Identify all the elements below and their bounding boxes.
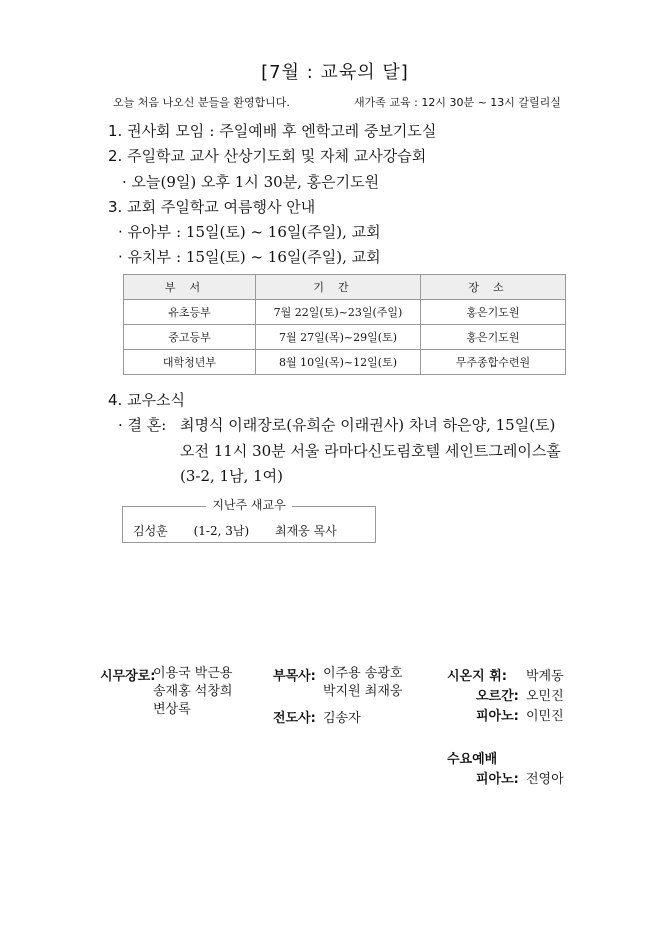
wednesday-service-label: 수요예배 <box>447 752 498 767</box>
deputy-pastor-list <box>323 665 402 701</box>
table-cell: 홍은기도원 <box>421 300 566 325</box>
new-member-row <box>133 522 359 539</box>
evangelist-label: 전도사: <box>273 711 316 726</box>
table-cell: 홍은기도원 <box>421 325 566 350</box>
table-header-row <box>124 275 566 300</box>
table-row <box>124 350 566 375</box>
section-1-text: : 주일예배 후 엔학고레 중보기도실 <box>209 122 437 140</box>
new-members-title: 지난주 새교우 <box>123 496 375 513</box>
organ-label: 오르간: <box>476 689 519 704</box>
elder-names: 이용국 박근용 <box>153 666 233 681</box>
list-item-label: · 유치부 <box>118 248 172 266</box>
wednesday-piano-name: 전영아 <box>526 772 564 787</box>
table-cell: 8월 10일(목)~12일(토) <box>256 350 421 375</box>
section-1-heading: 1. 권사회 모임 <box>108 122 205 140</box>
section-4-heading: 4. 교우소식 <box>108 391 186 409</box>
column-header: 부서 <box>124 275 256 300</box>
piano-label: 피아노: <box>476 709 519 724</box>
piano-name: 이민진 <box>526 709 564 724</box>
section-1 <box>108 120 436 141</box>
table-cell: 무주종합수련원 <box>421 350 566 375</box>
elders-label: 시무장로: <box>100 669 156 684</box>
wednesday-piano-label: 피아노: <box>476 772 519 787</box>
wedding-line-3: (3-2, 1남, 1여) <box>180 467 283 485</box>
wedding-line-2: 오전 11시 30분 서울 라마다신도림호텔 세인트그레이스홀 <box>180 442 561 460</box>
wedding-line-1: 최명식 이래장로(유희순 이래권사) 차녀 하은양, 15일(토) <box>180 416 556 434</box>
table-cell: 7월 22일(토)~23일(주일) <box>256 300 421 325</box>
new-family-education: 새가족 교육 : 12시 30분 ~ 13시 갈릴리실 <box>354 96 561 109</box>
elders-list <box>153 665 232 719</box>
table-cell: 유초등부 <box>124 300 256 325</box>
new-members-box <box>122 498 376 543</box>
elder-names: 송재홍 석창희 <box>153 684 233 699</box>
page-title: [7월 : 교육의 달] <box>261 62 409 83</box>
table-row <box>124 300 566 325</box>
list-item-label: · 유아부 <box>118 223 172 241</box>
evangelist-name: 김송자 <box>323 711 361 726</box>
deputy-pastor-names: 이주용 송광호 <box>323 666 403 681</box>
table-cell: 중고등부 <box>124 325 256 350</box>
deputy-pastor-label: 부목사: <box>273 669 316 684</box>
section-2-line: · 오늘(9일) 오후 1시 30분, 홍은기도원 <box>122 173 380 191</box>
list-item <box>118 221 381 242</box>
column-header: 기간 <box>256 275 421 300</box>
table-row <box>124 325 566 350</box>
choir-director-label: 시온지 휘: <box>447 669 507 684</box>
new-member-pastor: 최재웅 목사 <box>274 524 337 538</box>
list-item-text: : 15일(토) ~ 16일(주일), 교회 <box>176 248 381 266</box>
welcome-text: 오늘 처음 나오신 분들을 환영합니다. <box>113 96 290 109</box>
list-item-text: : 15일(토) ~ 16일(주일), 교회 <box>176 223 381 241</box>
summer-schedule-table <box>123 274 566 375</box>
choir-director-name: 박계동 <box>526 669 564 684</box>
column-header: 장소 <box>421 275 566 300</box>
table-cell: 대학청년부 <box>124 350 256 375</box>
table-cell: 7월 27일(목)~29일(토) <box>256 325 421 350</box>
list-item <box>118 246 381 267</box>
organ-name: 오민진 <box>526 689 564 704</box>
new-member-name: 김성훈 <box>133 524 168 538</box>
section-3-heading: 3. 교회 주일학교 여름행사 안내 <box>108 198 316 216</box>
wedding-label: · 결 혼: <box>118 416 167 434</box>
section-2-heading: 2. 주일학교 교사 산상기도회 및 자체 교사강습회 <box>108 147 427 165</box>
elder-names: 변상록 <box>153 702 191 717</box>
deputy-pastor-names: 박지원 최재웅 <box>323 684 403 699</box>
new-member-group: (1-2, 3남) <box>193 524 250 538</box>
